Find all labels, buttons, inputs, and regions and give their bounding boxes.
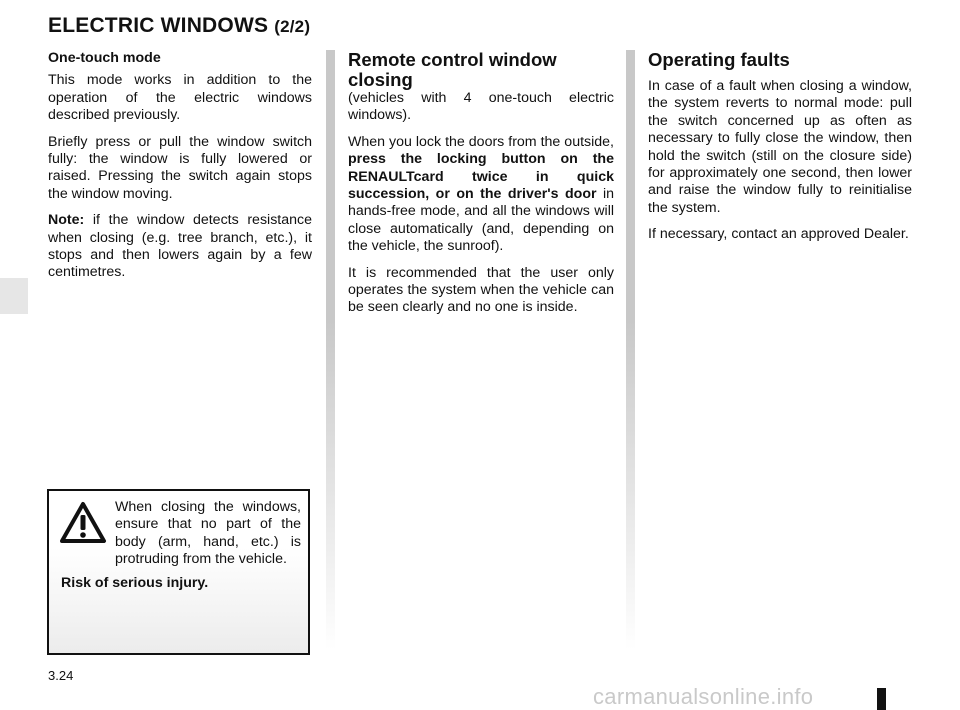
one-touch-heading: One-touch mode [48, 50, 161, 66]
warning-text: When closing the windows, ensure that no part of the body (arm, hand, etc.) is protruding from the vehicle. [115, 499, 301, 568]
column-divider-right [626, 50, 635, 650]
watermark: carmanualsonline.info [593, 684, 814, 709]
remote-closing-lead: When you lock the doors from the outside, [348, 133, 614, 150]
remote-closing-condition: (vehicles with 4 one-touch electric windows). [348, 90, 614, 124]
note-label: Note: [48, 212, 85, 229]
page-title-sub: (2/2) [274, 17, 311, 36]
section-tab [0, 278, 28, 314]
operating-faults-procedure: In case of a fault when closing a window, the system reverts to normal mode: pull the switch concerned up as often as necessary to fully close the window, then hold the switch (still on the closure side) for approximately one second, then lower and raise the window fully to reinitialise the system. [648, 78, 912, 216]
remote-closing-recommendation: It is recommended that the user only operates the system when the vehicle can be seen clearly and no one is inside. [348, 264, 614, 316]
note-text: if the window detects resistance when closing (e.g. tree branch, etc.), it stops and then lowers again by a few centimetres. [48, 212, 312, 281]
one-touch-intro: This mode works in addition to the operation of the electric windows described previously. [48, 72, 312, 124]
one-touch-instructions: Briefly press or pull the window switch fully: the window is fully lowered or raised. Pressing the switch again stops the window moving. [48, 133, 312, 202]
warning-box [47, 489, 310, 655]
warning-risk: Risk of serious injury. [61, 575, 209, 591]
remote-closing-heading: Remote control window closing [348, 49, 557, 90]
column-one-touch-mode [48, 50, 312, 291]
remote-closing-instructions [348, 134, 614, 256]
remote-closing-rest: in hands-free mode, and all the windows will close automatically (and, depending on the vehicle, the sunroof). [348, 186, 615, 255]
remote-closing-emphasis: press the locking button on the RENAULTcard twice in quick succession, or on the driver's door [348, 151, 614, 203]
operating-faults-heading: Operating faults [648, 49, 790, 70]
page-title-main: ELECTRIC WINDOWS [48, 14, 269, 37]
one-touch-note [48, 212, 312, 282]
page-number: 3.24 [48, 668, 74, 683]
operating-faults-dealer: If necessary, contact an approved Dealer. [648, 226, 909, 243]
page-title [48, 14, 310, 38]
column-remote-closing [348, 50, 614, 326]
column-operating-faults [648, 50, 912, 253]
column-divider-left [326, 50, 335, 650]
warning-triangle-icon [59, 501, 107, 545]
page-edge-marker [877, 688, 886, 710]
